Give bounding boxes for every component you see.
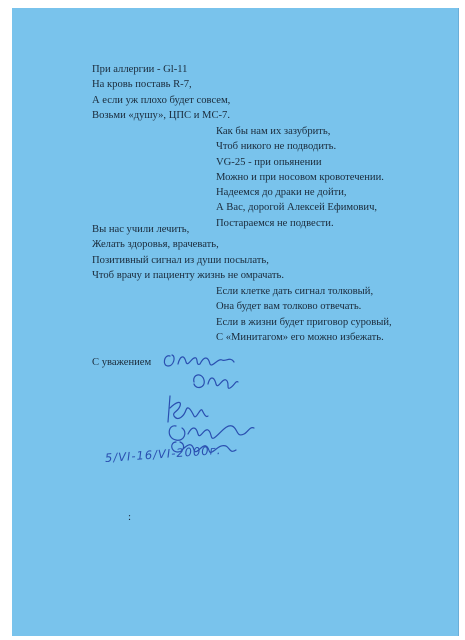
stanza-3 bbox=[92, 222, 284, 283]
closing-regards: С уважением bbox=[92, 357, 152, 368]
stanza-4 bbox=[216, 284, 392, 345]
stanza-1 bbox=[92, 62, 230, 123]
stanza-line: Она будет вам толково отвечать. bbox=[216, 301, 362, 313]
stanza-line: Если клетке дать сигнал толковый, bbox=[216, 286, 374, 297]
stanza-line: Как бы нам их зазубрить, bbox=[216, 126, 331, 137]
stanza-line: Надеемся до драки не дойти, bbox=[216, 187, 347, 199]
stanza-line: Позитивный сигнал из души посылать, bbox=[92, 254, 269, 266]
handwritten-date: 5/VI-16/VI-2000г. bbox=[104, 442, 222, 465]
stanza-line: С «Минитагом» его можно избежать. bbox=[216, 331, 384, 343]
stanza-line: Чтоб врачу и пациенту жизнь не омрачать. bbox=[92, 269, 284, 281]
signature-1 bbox=[164, 355, 234, 366]
stanza-line: Вы нас учили лечить, bbox=[92, 224, 190, 235]
signature-3 bbox=[168, 396, 208, 422]
stanza-line: А если уж плохо будет совсем, bbox=[92, 94, 231, 106]
document-sheet bbox=[12, 8, 459, 636]
stanza-line: Можно и при носовом кровотечении. bbox=[216, 171, 384, 183]
signature-2 bbox=[194, 375, 238, 388]
stanza-2 bbox=[216, 124, 384, 231]
stanza-line: При аллергии - Gl-11 bbox=[92, 64, 188, 75]
stray-mark: : bbox=[128, 511, 132, 523]
signature-4 bbox=[169, 426, 254, 441]
stanza-line: Возьми «душу», ЦПС и МС-7. bbox=[92, 109, 230, 121]
stanza-line: Чтоб никого не подводить. bbox=[216, 141, 337, 153]
stanza-line: Желать здоровья, врачевать, bbox=[92, 239, 219, 251]
stanza-line: Постараемся не подвести. bbox=[216, 217, 334, 229]
stanza-line: А Вас, дорогой Алексей Ефимович, bbox=[216, 202, 378, 214]
stanza-line: На кровь поставь R-7, bbox=[92, 79, 192, 91]
stanza-line: Если в жизни будет приговор суровый, bbox=[216, 316, 392, 328]
stanza-line: VG-25 - при опьянении bbox=[216, 156, 322, 168]
